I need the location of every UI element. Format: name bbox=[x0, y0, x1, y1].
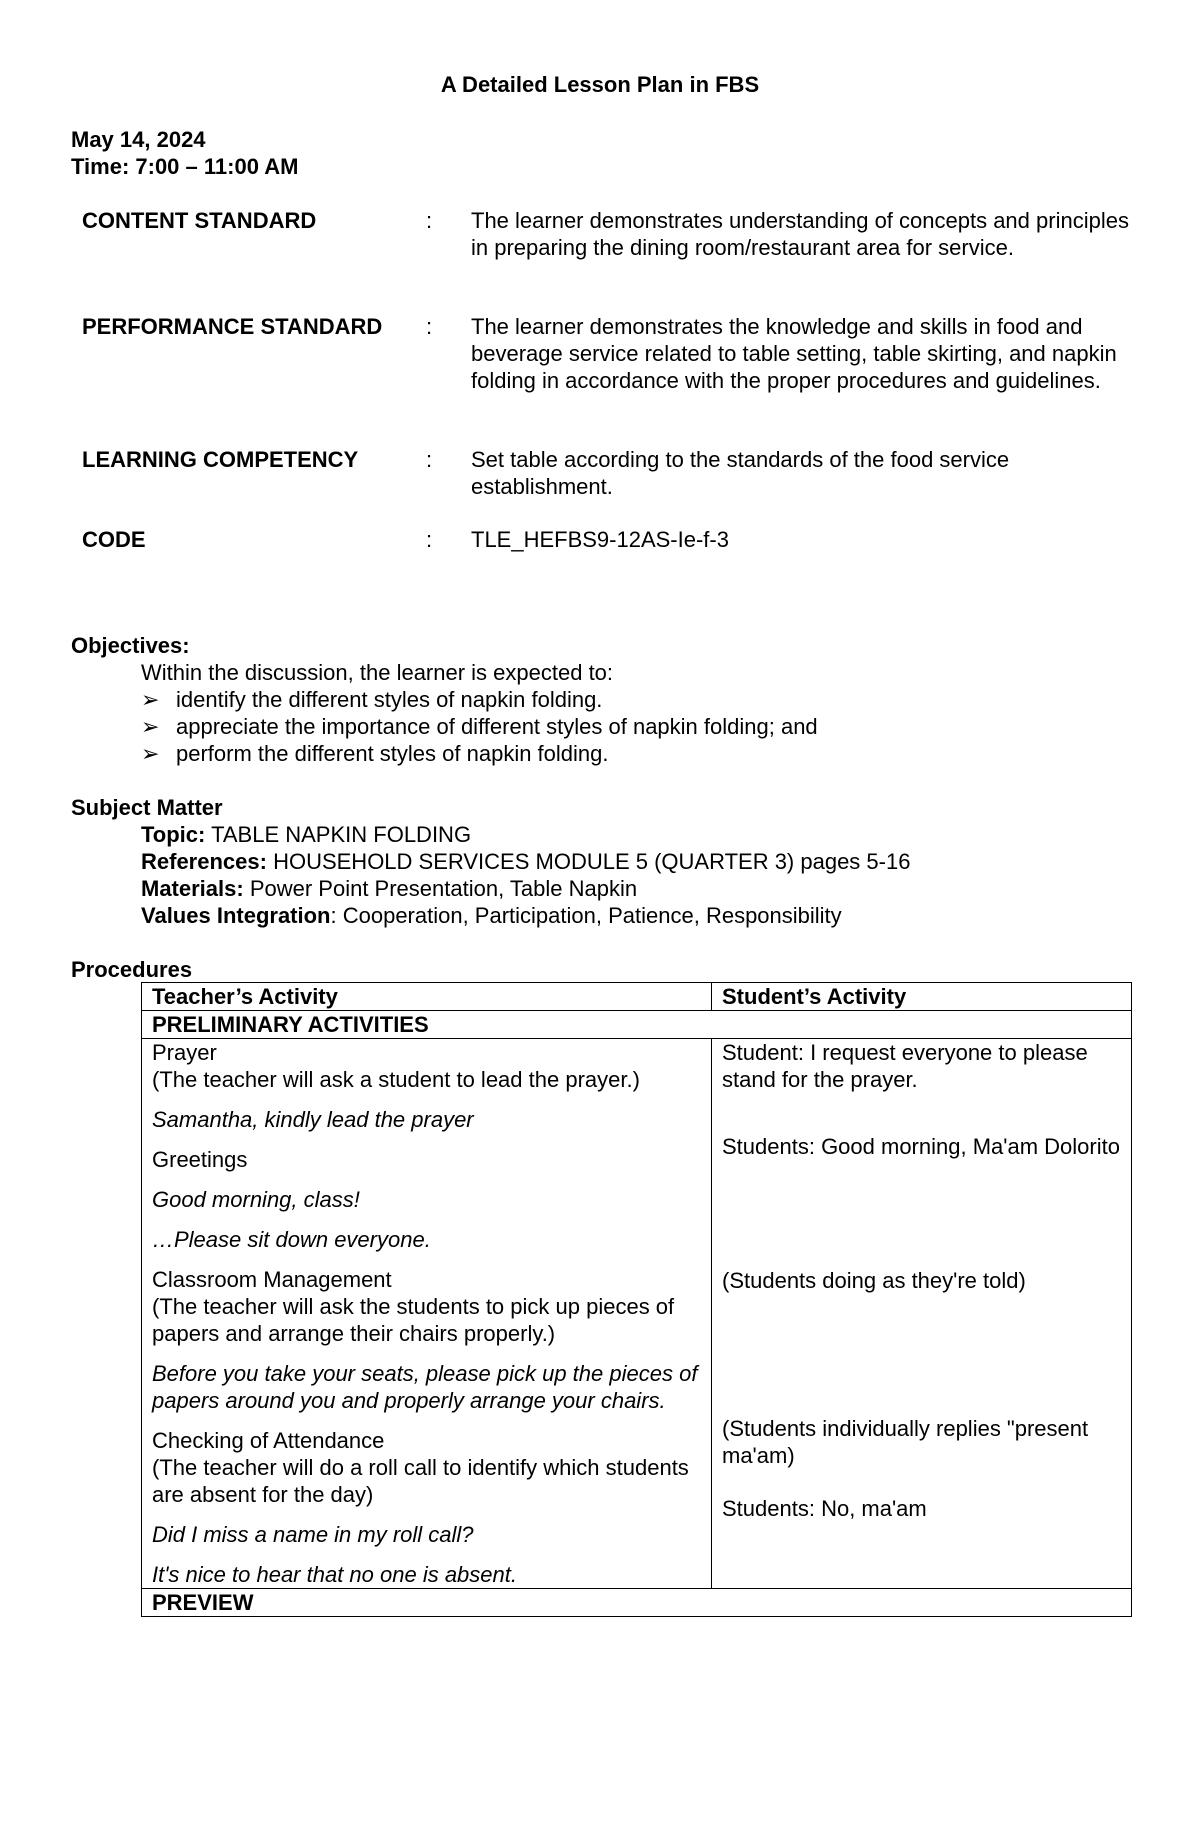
materials-line bbox=[141, 875, 910, 902]
subject-matter-block bbox=[141, 821, 910, 929]
objective-text: identify the different styles of napkin folding. bbox=[176, 687, 603, 712]
standard-label: CONTENT STANDARD bbox=[82, 208, 317, 233]
standard-label: CODE bbox=[82, 527, 146, 552]
standard-colon: : bbox=[426, 314, 433, 339]
table-row bbox=[142, 1011, 1132, 1039]
standard-colon: : bbox=[426, 447, 433, 472]
table-row bbox=[142, 1039, 1132, 1589]
topic-line bbox=[141, 821, 910, 848]
values-value: : Cooperation, Participation, Patience, Responsibility bbox=[330, 903, 842, 928]
references-line bbox=[141, 848, 910, 875]
topic-value: TABLE NAPKIN FOLDING bbox=[205, 822, 472, 847]
list-item bbox=[141, 713, 818, 740]
greetings-label: Greetings bbox=[152, 1147, 248, 1172]
arrow-bullet-icon: ➢ bbox=[141, 741, 160, 766]
materials-label: Materials: bbox=[141, 876, 244, 901]
objectives-intro: Within the discussion, the learner is expected to: bbox=[141, 660, 614, 685]
date-time-block bbox=[71, 126, 298, 180]
no-absent-remark: It's nice to hear that no one is absent. bbox=[152, 1562, 517, 1587]
standard-label: LEARNING COMPETENCY bbox=[82, 447, 359, 472]
standard-value: Set table according to the standards of the food service establishment. bbox=[471, 447, 1010, 499]
procedures-table bbox=[141, 982, 1132, 1617]
attendance-note: (The teacher will do a roll call to identify which students are absent for the day) bbox=[152, 1455, 689, 1507]
standard-value: The learner demonstrates the knowledge and skills in food and beverage service related to table setting, table skirting, and napkin folding in accordance with the proper procedures and guidelines. bbox=[471, 314, 1117, 393]
standard-value: TLE_HEFBS9-12AS-Ie-f-3 bbox=[471, 527, 729, 552]
values-label: Values Integration bbox=[141, 903, 331, 928]
references-label: References: bbox=[141, 849, 267, 874]
lesson-date: May 14, 2024 bbox=[71, 127, 206, 152]
teacher-activity-header: Teacher’s Activity bbox=[142, 983, 712, 1011]
classroom-management-label: Classroom Management bbox=[152, 1267, 392, 1292]
standard-label: PERFORMANCE STANDARD bbox=[82, 314, 383, 339]
arrow-bullet-icon: ➢ bbox=[141, 687, 160, 712]
objectives-heading: Objectives: bbox=[71, 633, 190, 658]
standard-value: The learner demonstrates understanding of concepts and principles in preparing the dining room/restaurant area for service. bbox=[471, 208, 1129, 260]
topic-label: Topic: bbox=[141, 822, 206, 847]
objective-text: appreciate the importance of different styles of napkin folding; and bbox=[176, 714, 818, 739]
objectives-list bbox=[141, 686, 818, 767]
attendance-label: Checking of Attendance bbox=[152, 1428, 385, 1453]
prayer-label: Prayer bbox=[152, 1040, 217, 1065]
table-row bbox=[142, 1589, 1132, 1617]
student-roll-call-response: Students: No, ma'am bbox=[722, 1496, 927, 1521]
student-prayer-response: Student: I request everyone to please stand for the prayer. bbox=[722, 1040, 1088, 1092]
prayer-say: Samantha, kindly lead the prayer bbox=[152, 1107, 474, 1132]
subject-matter-heading: Subject Matter bbox=[71, 795, 223, 820]
list-item bbox=[141, 740, 818, 767]
classroom-management-say: Before you take your seats, please pick up the pieces of papers around you and properly arrange your chairs. bbox=[152, 1361, 698, 1413]
student-activity-cell bbox=[712, 1039, 1132, 1589]
classroom-management-note: (The teacher will ask the students to pick up pieces of papers and arrange their chairs properly.) bbox=[152, 1294, 675, 1346]
standard-colon: : bbox=[426, 208, 433, 233]
standard-colon: : bbox=[426, 527, 433, 552]
procedures-heading: Procedures bbox=[71, 957, 193, 982]
document-title: A Detailed Lesson Plan in FBS bbox=[440, 72, 760, 97]
student-management-response: (Students doing as they're told) bbox=[722, 1268, 1026, 1293]
arrow-bullet-icon: ➢ bbox=[141, 714, 160, 739]
lesson-time: Time: 7:00 – 11:00 AM bbox=[71, 154, 299, 179]
values-line bbox=[141, 902, 910, 929]
prayer-note: (The teacher will ask a student to lead the prayer.) bbox=[152, 1067, 640, 1092]
greetings-say: Good morning, class! bbox=[152, 1187, 360, 1212]
student-attendance-response: (Students individually replies "present ma'am) bbox=[722, 1416, 1089, 1468]
student-greetings-response: Students: Good morning, Ma'am Dolorito bbox=[722, 1134, 1120, 1159]
objective-text: perform the different styles of napkin folding. bbox=[176, 741, 609, 766]
student-activity-header: Student’s Activity bbox=[712, 983, 1132, 1011]
preview-heading: PREVIEW bbox=[142, 1589, 1132, 1617]
roll-call-question: Did I miss a name in my roll call? bbox=[152, 1522, 474, 1547]
materials-value: Power Point Presentation, Table Napkin bbox=[243, 876, 638, 901]
teacher-activity-cell bbox=[142, 1039, 712, 1589]
sit-down-say: …Please sit down everyone. bbox=[152, 1227, 431, 1252]
preliminary-activities-heading: PRELIMINARY ACTIVITIES bbox=[142, 1011, 1132, 1039]
references-value: HOUSEHOLD SERVICES MODULE 5 (QUARTER 3) pages 5-16 bbox=[266, 849, 911, 874]
table-header-row bbox=[142, 983, 1132, 1011]
list-item bbox=[141, 686, 818, 713]
